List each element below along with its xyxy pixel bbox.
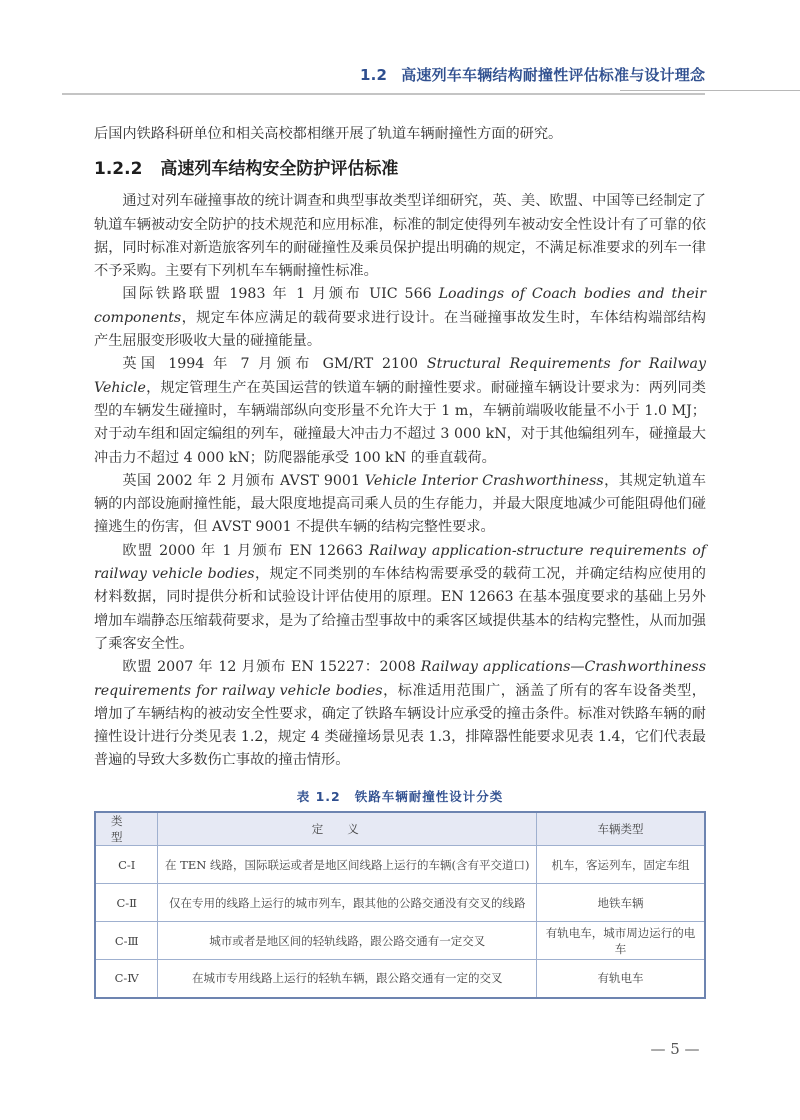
- cell-definition: 城市或者是地区间的轻轨线路，跟公路交通有一定交叉: [158, 922, 537, 960]
- table-caption: [94, 787, 706, 805]
- paragraph-text: ，标准适用范围广，涵盖了所有的客车设备类型，增加了车辆结构的被动安全性要求，确定了铁路车辆设计应承受的撞击条件。标准对铁路车辆的耐撞性设计进行分类见表 1.2，规定 4 类碰撞场景见表 1.3，排障器性能要求见表 1.4，它们代表最普遍的导致大多数伤亡事故的撞击情形。: [94, 682, 706, 769]
- column-header-definition: 定义: [158, 812, 537, 846]
- paragraph-text: 英国 1994 年 7 月颁布 GM/RT 2100: [122, 356, 427, 373]
- section-heading: [94, 156, 706, 182]
- paragraph-text: ，规定管理生产在英国运营的铁道车辆的耐撞性要求。耐碰撞车辆设计要求为：两列同类型的车辆发生碰撞时，车辆端部纵向变形量不允许大于 1 m，车辆前端吸收能量不小于 1.0 MJ；对于动车组和固定编组的列车，碰撞最大冲击力不超过 3 000 kN，对于其他编组列车，碰撞最大冲击力不超过 4 000 kN；防爬器能承受 100 kN 的垂直载荷。: [94, 379, 706, 466]
- section-number: 1.2.2: [94, 159, 143, 180]
- table-row: [95, 846, 705, 884]
- table-header-row: [95, 812, 705, 846]
- cell-type: C-Ⅱ: [95, 884, 158, 922]
- paragraph-text: ，其规定轨道车辆的内部设施耐撞性能，最大限度地提高司乘人员的生存能力，并最大限度地减少可能阻碍他们碰撞逃生的伤害，但 AVST 9001 不提供车辆的结构完整性要求。: [94, 472, 706, 536]
- paragraph-avst9001: [94, 470, 706, 540]
- paragraph-overview: 通过对列车碰撞事故的统计调查和典型事故类型详细研究，英、美、欧盟、中国等已经制定了轨道车辆被动安全防护的技术规范和应用标准，标准的制定使得列车被动安全性设计有了可靠的依据，同时标准对新造旅客列车的耐碰撞性及乘员保护提出明确的规定，不满足标准要求的列车一律不予采购。主要有下列机车车辆耐撞性标准。: [94, 193, 706, 280]
- classification-table: [94, 811, 706, 999]
- cell-type: C-Ⅲ: [95, 922, 158, 960]
- cell-vehicle-type: 机车，客运列车，固定车组: [537, 846, 705, 884]
- paragraph-uic566: [94, 283, 706, 353]
- paragraph-gmrt2100: [94, 353, 706, 469]
- cell-definition: 在 TEN 线路，国际联运或者是地区间线路上运行的车辆(含有平交道口): [158, 846, 537, 884]
- standard-title: Loadings of Coach bodies and their components: [94, 286, 706, 326]
- paragraph-en12663: [94, 540, 706, 656]
- paragraph-text: ，规定不同类别的车体结构需要承受的载荷工况，并确定结构应使用的材料数据，同时提供分析和试验设计评估使用的原理。EN 12663 在基本强度要求的基础上另外增加车端静态压缩载荷要求，是为了给撞击型事故中的乘客区域提供基本的结构完整性，从而加强了乘客安全性。: [94, 566, 706, 652]
- header-rule-short: [620, 90, 800, 91]
- table-row: [95, 922, 705, 960]
- paragraph-text: 国际铁路联盟 1983 年 1 月颁布 UIC 566: [122, 286, 439, 303]
- body-text: [94, 123, 706, 773]
- cell-vehicle-type: 有轨电车: [537, 960, 705, 998]
- standard-title: Railway applications—Crashworthiness requirements for railway vehicle bodies: [94, 659, 706, 699]
- standard-title: Vehicle Interior Crashworthiness: [364, 472, 604, 489]
- header-rule: [62, 93, 705, 95]
- running-head-title: 高速列车车辆结构耐撞性评估标准与设计理念: [401, 66, 706, 84]
- cell-definition: 在城市专用线路上运行的轻轨车辆，跟公路交通有一定的交叉: [158, 960, 537, 998]
- cell-vehicle-type: 地铁车辆: [537, 884, 705, 922]
- cell-type: C-Ⅰ: [95, 846, 158, 884]
- intro-line: 后国内铁路科研单位和相关高校都相继开展了轨道车辆耐撞性方面的研究。: [94, 126, 563, 142]
- cell-definition: 仅在专用的线路上运行的城市列车，跟其他的公路交通没有交叉的线路: [158, 884, 537, 922]
- standard-title: Railway application-structure requirements of railway vehicle bodies: [94, 542, 706, 583]
- section-title: 高速列车结构安全防护评估标准: [160, 159, 399, 180]
- standard-title: Structural Requirements for Railway Vehicle: [94, 356, 707, 396]
- table-number: 表 1.2: [296, 789, 341, 804]
- page-number: — 5 —: [650, 1040, 700, 1058]
- running-head-number: 1.2: [360, 66, 388, 84]
- paragraph-text: 英国 2002 年 2 月颁布 AVST 9001: [122, 472, 365, 489]
- paragraph-en15227: [94, 656, 706, 772]
- paragraph-text: 欧盟 2000 年 1 月颁布 EN 12663: [122, 542, 369, 559]
- paragraph-text: ，规定车体应满足的载荷要求进行设计。在当碰撞事故发生时，车体结构端部结构产生屈服变形吸收大量的碰撞能量。: [94, 309, 706, 350]
- paragraph-text: 欧盟 2007 年 12 月颁布 EN 15227：2008: [122, 659, 421, 676]
- cell-type: C-Ⅳ: [95, 960, 158, 998]
- column-header-type: 类型: [95, 812, 158, 846]
- column-header-vehicle-type: 车辆类型: [537, 812, 705, 846]
- table-title: 铁路车辆耐撞性设计分类: [354, 789, 504, 804]
- table-row: [95, 960, 705, 998]
- cell-vehicle-type: 有轨电车，城市周边运行的电车: [537, 922, 705, 960]
- running-head: [360, 64, 706, 85]
- table-row: [95, 884, 705, 922]
